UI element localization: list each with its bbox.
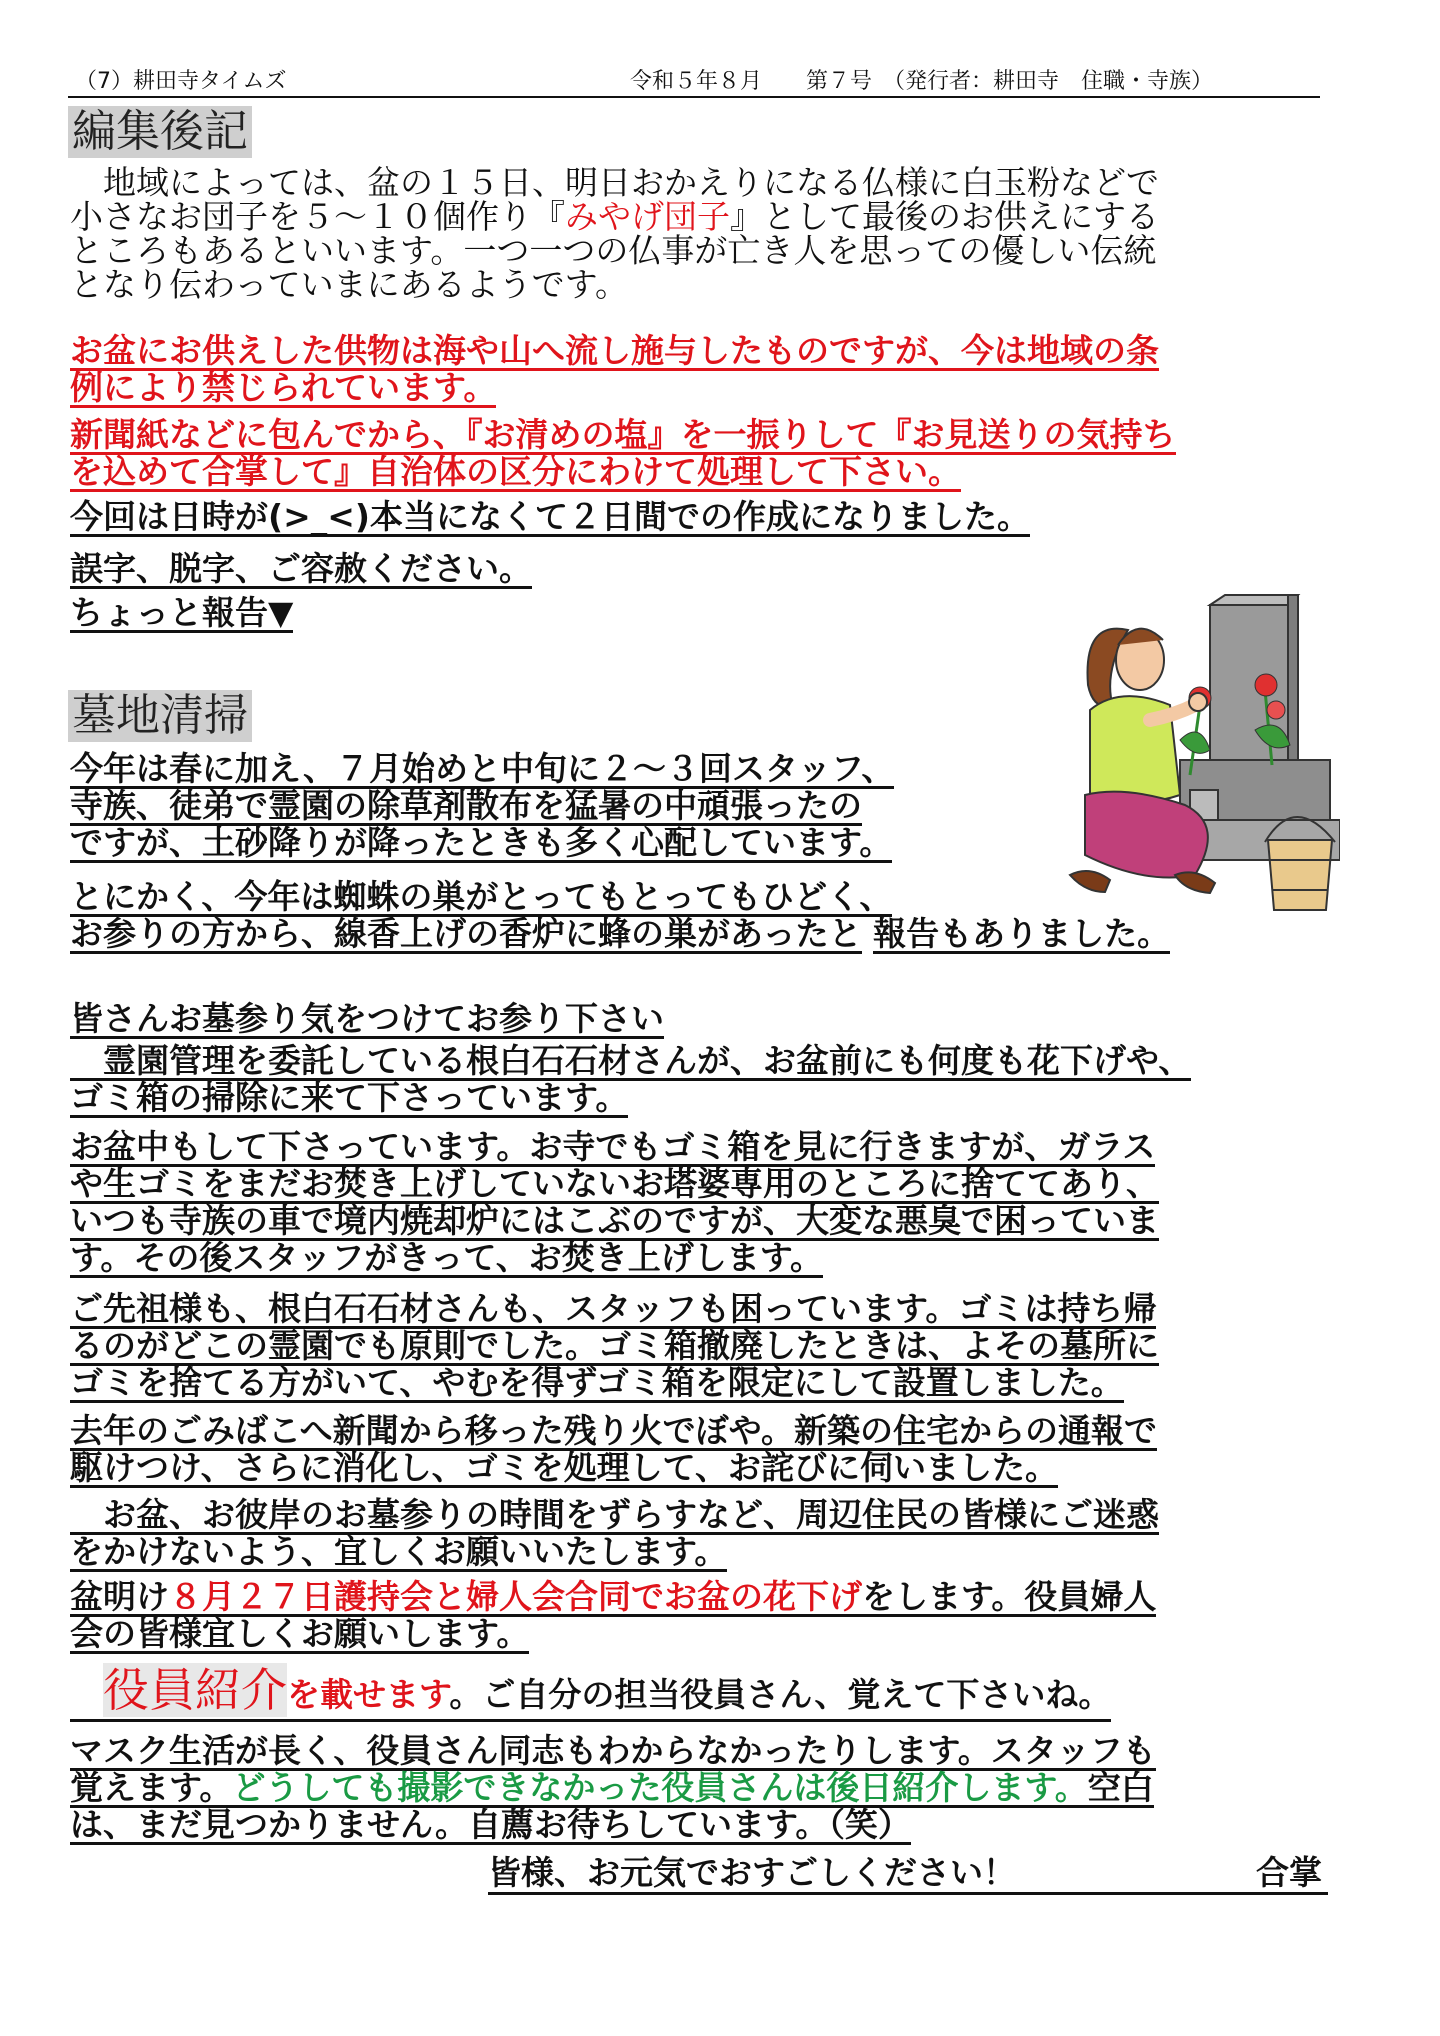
cleaning-p3: 皆さんお墓参り気をつけてお参り下さい [70,999,664,1038]
miyage-dango-term: みやげ団子 [565,197,730,236]
cleaning-p1: 今年は春に加え、７月始めと中旬に２～３回スタッフ、 寺族、徒弟で霊園の除草剤散布を猛暑の中頑張ったの ですが、土砂降りが降ったときも多く心配しています。 [70,749,895,862]
intro-line: 小さなお団子を５～１０個作り『みやげ団子』として最後のお供えにする [70,197,1159,236]
editorial-heading: 編集後記 [68,106,252,158]
closing-line [488,1854,1328,1895]
newsletter-name: （7）耕田寺タイムズ [75,69,287,94]
gassho: 合掌 [1256,1853,1322,1892]
officers-heading: 役員紹介 [103,1663,287,1717]
cleaning-p7: 去年のごみばこへ新聞から移った残り火でぼや。新築の住宅からの通報で 駆けつけ、さらに消化し、ゴミを処理して、お詫びに伺いました。 [70,1411,1158,1487]
cleaning-p9: 盆明け８月２７日護持会と婦人会合同でお盆の花下げをします。役員婦人 会の皆様宜しくお願いします。 [70,1577,1157,1653]
photo-note: どうしても撮影できなかった役員さんは後日紹介します。 [232,1768,1088,1807]
cleaning-p2: とにかく、今年は蜘蛛の巣がとってもとってもひどく、 お参りの方から、線香上げの香炉に蜂の巣があったと 報告もありました。 [70,877,1171,953]
cleaning-p8: お盆、お彼岸のお墓参りの時間をずらすなど、周辺住民の皆様にご迷惑 をかけないよう、宜しくお願いいたします。 [70,1495,1159,1571]
officers-intro: 役員紹介を載せます。ご自分の担当役員さん、覚えて下さいね。 [70,1666,1111,1722]
intro-line: となり伝わっていまにあるようです。 [70,265,629,304]
header-rule [68,96,1320,98]
cleaning-p4: 霊園管理を委託している根白石石材さんが、お盆前にも何度も花下げや、 ゴミ箱の掃除に来て下さっています。 [70,1041,1192,1117]
intro-line: 地域によっては、盆の１５日、明日おかえりになる仏様に白玉粉などで [70,163,1159,202]
officers-body: マスク生活が長く、役員さん同志もわからなかったりします。スタッフも 覚えます。どうしても撮影できなかった役員さんは後日紹介します。空白 は、まだ見つかりません。自薦お待ちしています。（笑） [70,1731,1156,1844]
intro-line: ところもあるといいます。一つ一つの仏事が亡き人を思っての優しい伝統 [70,231,1157,270]
cleaning-heading: 墓地清掃 [68,690,252,742]
editor-note-2: 誤字、脱字、ご容赦ください。 [70,549,532,588]
closing-message: 皆様、お元気でおすごしください！ [488,1853,1016,1892]
flower-removal-date: ８月２７日護持会と婦人会合同でお盆の花下げ [169,1577,862,1616]
report-label: ちょっと報告▼ [70,593,294,632]
offering-notice: お盆にお供えした供物は海や山へ流し施与したものですが、今は地域の条 例により禁じられています。 [70,331,1159,407]
editorial-intro [70,163,1159,304]
cleaning-p5: お盆中もして下さっています。お寺でもゴミ箱を見に行きますが、ガラス や生ゴミをまだお焚き上げしていないお塔婆専用のところに捨ててあり、 いつも寺族の車で境内焼却炉にはこぶのですが、大変な悪臭で困っていま す。その後スタッフがきって、お焚き上げします。 [70,1127,1159,1277]
issue-info: 令和５年８月 第７号 （発行者：耕田寺 住職・寺族） [630,69,1214,94]
disposal-notice: 新聞紙などに包んでから、『お清めの塩』を一振りして『お見送りの気持ち を込めて合掌して』自治体の区分にわけて処理して下さい。 [70,415,1176,491]
editor-note-1: 今回は日時が(>_<)本当になくて２日間での作成になりました。 [70,497,1030,536]
cleaning-p6: ご先祖様も、根白石石材さんも、スタッフも困っています。ゴミは持ち帰 るのがどこの霊園でも原則でした。ゴミ箱撤廃したときは、よその墓所に ゴミを捨てる方がいて、やむを得ずゴミ箱を限定にして設置しました。 [70,1289,1159,1402]
